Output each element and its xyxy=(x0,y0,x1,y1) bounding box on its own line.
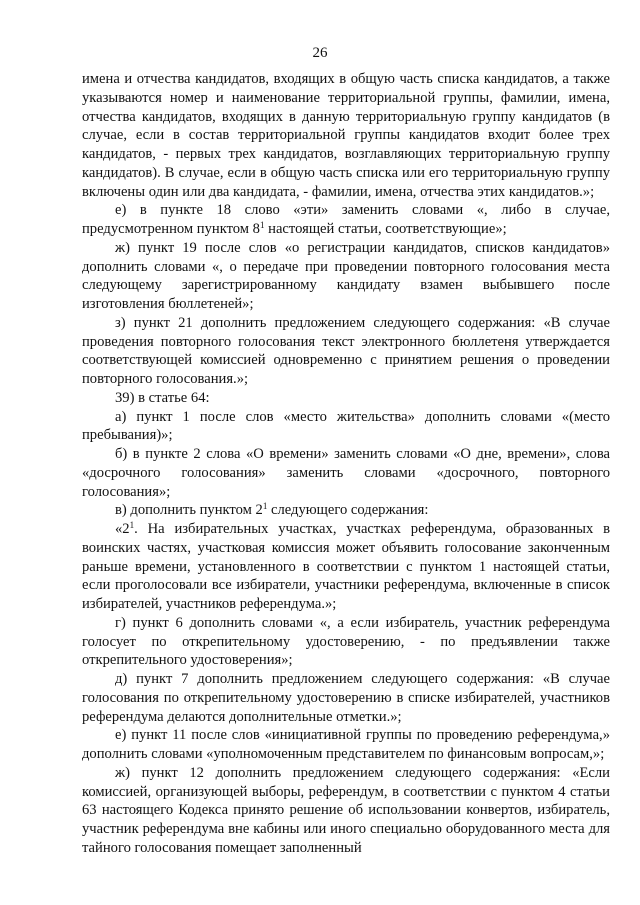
paragraph xyxy=(82,445,610,501)
paragraph xyxy=(82,501,610,520)
paragraph-text: б) в пункте 2 слова «О времени» заменить словами «О дне, времени», слова «досрочного голосования» заменить словами «досрочного, повторного голосования»; xyxy=(82,446,610,500)
paragraph xyxy=(82,314,610,389)
paragraph xyxy=(82,764,610,858)
paragraph-text: д) пункт 7 дополнить предложением следующего содержания: «В случае голосования по открепительному удостоверению в списке избирателей, участников референдума делаются дополнительные отметки.»; xyxy=(82,671,610,725)
paragraph xyxy=(82,201,610,239)
paragraph xyxy=(82,520,610,614)
paragraph xyxy=(82,726,610,764)
paragraph-text: г) пункт 6 дополнить словами «, а если избиратель, участник референдума голосует по открепительному удостоверению, - по предъявлении также открепительного удостоверения»; xyxy=(82,614,610,669)
paragraph-text: з) пункт 21 дополнить предложением следующего содержания: «В случае проведения повторного голосования текст электронного бюллетеня утверждается соответствующей комиссией одновременно с принятием решения о проведении повторного голосования.»; xyxy=(82,314,610,387)
paragraph xyxy=(82,389,610,408)
superscript: 1 xyxy=(262,501,268,512)
paragraph-text: 39) в статье 64: xyxy=(115,389,210,406)
paragraph xyxy=(82,70,610,201)
superscript: 1 xyxy=(259,220,265,230)
paragraph xyxy=(82,408,610,446)
paragraph xyxy=(82,239,610,314)
page-number: 26 xyxy=(312,45,328,61)
document-body xyxy=(82,70,610,858)
paragraph-text: а) пункт 1 после слов «место жительства» дополнить словами «(место пребывания)»; xyxy=(82,408,610,444)
paragraph-text: е) пункт 11 после слов «инициативной группы по проведению референдума,» дополнить словами «уполномоченным представителем по финансовым вопросам,»; xyxy=(82,727,610,762)
paragraph-text: настоящей статьи, соответствующие»; xyxy=(264,221,507,237)
paragraph-text: . На избирательных участках, участках референдума, образованных в воинских частях, участковая комиссия может объявить голосование законченным раньше времени, установленного в соответствии с пунктом 1 настоящей статьи, если проголосовали все избиратели, участники референдума, включенные в список избирателей, участников референдума.»; xyxy=(82,521,610,612)
paragraph-text: е) в пункте 18 слово «эти» заменить словами «, либо в случае, предусмотренном пунктом 8 xyxy=(82,202,610,237)
paragraph xyxy=(82,614,610,670)
paragraph-text: ж) пункт 19 после слов «о регистрации кандидатов, списков кандидатов» дополнить словами «, о передаче при проведении повторного голосования места следующему зарегистрированному кандидату взамен выбывшего после изготовления бюллетеней»; xyxy=(82,239,610,312)
paragraph-text: в) дополнить пунктом 2 xyxy=(115,502,263,519)
paragraph-text: ж) пункт 12 дополнить предложением следующего содержания: «Если комиссией, организующей выборы, референдум, в соответствии с пунктом 4 статьи 63 настоящего Кодекса принято решение об использовании конвертов, избиратель, участник референдума вне кабины или иного специально оборудованного места для тайного голосования помещает заполненный xyxy=(82,764,610,856)
paragraph-text: имена и отчества кандидатов, входящих в общую часть списка кандидатов, а также указываются номер и наименование территориальной группы, фамилии, имена, отчества кандидатов, входящих в данную территориальную группу кандидатов (в случае, если в состав территориальной группы кандидатов входит более трех кандидатов, - первых трех кандидатов, возглавляющих территориальную группу кандидатов). В случае, если в общую часть списка или его территориальную группу включены один или два кандидата, - фамилии, имена, отчества этих кандидатов.»; xyxy=(82,71,610,200)
superscript: 1 xyxy=(129,520,135,530)
paragraph xyxy=(82,670,610,726)
paragraph-text: следующего содержания: xyxy=(267,502,429,519)
paragraph-text: «2 xyxy=(115,521,130,537)
